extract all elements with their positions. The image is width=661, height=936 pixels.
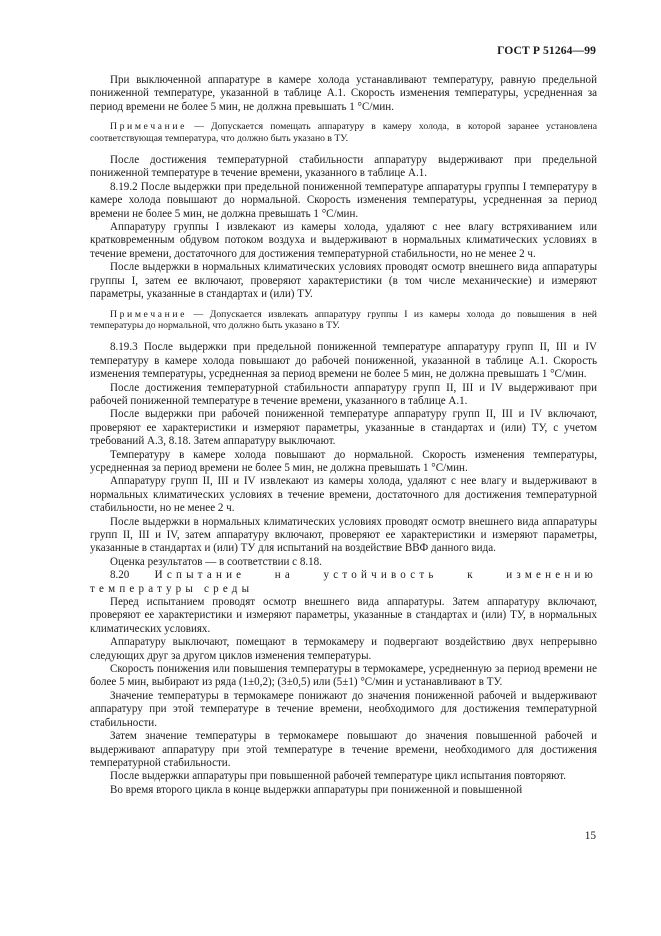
page-number: 15 [584, 830, 596, 842]
note-text: — Допускается извлекать аппаратуру группы I из камеры холода до повышения в ней температуры до нормальной, что должно быть указано в ТУ. [90, 308, 597, 332]
note [90, 121, 597, 145]
paragraph: 8.19.2 После выдержки при предельной пониженной температуре аппаратуры группы I температуру в камере холода повышают до нормальной. Скорость изменения температуры, усредненная за период времени не более 5 мин, не должна превышать 1 °С/мин. [90, 180, 597, 220]
note-label: Примечание [110, 121, 188, 133]
section-number: 8.20 [110, 569, 155, 582]
note [90, 309, 597, 333]
paragraph: Перед испытанием проводят осмотр внешнего вида аппаратуры. Затем аппаратуру включают, проверяют ее характеристики и измеряют параметры, указанные в стандартах и (или) ТУ, в нормальных климатических условиях. [90, 596, 597, 635]
paragraph: Аппаратуру выключают, помещают в термокамеру и подвергают воздействию двух непрерывно следующих друг за другом циклов изменения температуры. [90, 636, 597, 662]
paragraph: Во время второго цикла в конце выдержки аппаратуры при пониженной и повышенной [110, 783, 523, 796]
paragraph: Температуру в камере холода повышают до нормальной. Скорость изменения температуры, усредненная за период времени не более 5 мин, не должна превышать 1 °С/мин. [90, 448, 597, 474]
paragraph: Затем значение температуры в термокамере повышают до значения повышенной рабочей и выдерживают аппаратуру при этой температуре в течение времени, необходимого для достижения температурной стабильности. [90, 730, 597, 769]
document-body [90, 74, 597, 797]
paragraph: После выдержки в нормальных климатических условиях проводят осмотр внешнего вида аппаратуры групп II, III и IV, затем аппаратуру включают, проверяют ее характеристики и измеряют параметры, указанные в стандартах и (или) ТУ для испытаний на воздействие ВВФ данного вида. [90, 515, 597, 555]
paragraph: Значение температуры в термокамере понижают до значения пониженной рабочей и выдерживают аппаратуру при этой температуре в течение времени, необходимого для достижения температурной стабильности. [90, 689, 597, 729]
paragraph: Аппаратуру группы I извлекают из камеры холода, удаляют с нее влагу встряхиванием или кратковременным обдувом потоком воздуха и выдерживают в нормальных климатических условиях в течение времени, достаточного для достижения температурной стабильности, но не менее 2 ч. [90, 221, 597, 260]
paragraph: 8.19.3 После выдержки при предельной пониженной температуре аппаратуру групп II, III и IV температуру в камере холода повышают до рабочей пониженной, указанной в таблице А.1. Скорость изменения температуры, усредненная за период времени не более 5 мин, не должна превышать 1 °С/мин. [90, 341, 597, 381]
paragraph: При выключенной аппаратуре в камере холода устанавливают температуру, равную предельной пониженной температуре, указанной в таблице А.1. Скорость изменения температуры, усредненная за период времени не более 5 мин, не должна превышать 1 °С/мин. [90, 74, 597, 113]
standard-header: ГОСТ Р 51264—99 [497, 44, 596, 57]
paragraph: Аппаратуру групп II, III и IV извлекают из камеры холода, удаляют с нее влагу и выдерживают в нормальных климатических условиях в течение времени, достаточного для достижения температурной стабильности, но не менее 2 ч. [90, 475, 597, 515]
section-heading [90, 569, 597, 596]
paragraph: После выдержки аппаратуры при повышенной рабочей температуре цикл испытания повторяют. [110, 770, 567, 783]
note-label: Примечание [110, 308, 188, 320]
paragraph: После выдержки в нормальных климатических условиях проводят осмотр внешнего вида аппаратуры группы I, затем ее включают, проверяют характеристики (в том числе механические) и измеряют параметры, указанные в стандартах и (или) ТУ. [90, 261, 597, 301]
paragraph: После выдержки при рабочей пониженной температуре аппаратуру групп II, III и IV включают, проверяют ее характеристики и измеряют параметры, указанные в стандартах и (или) ТУ, с учетом требований А.3, 8.18. Затем аппаратуру выключают. [90, 408, 597, 448]
note-text: — Допускается помещать аппаратуру в камеру холода, в которой заранее установлена соответствующая температура, что должно быть указано в ТУ. [90, 121, 597, 145]
paragraph: После достижения температурной стабильности аппаратуру выдерживают при предельной пониженной температуре в течение времени, указанного в таблице А.1. [90, 154, 597, 180]
paragraph: Скорость понижения или повышения температуры в термокамере, усредненную за период времени не более 5 мин, выбирают из ряда (1±0,2); (3±0,5) или (5±1) °С/мин и устанавливают в ТУ. [90, 663, 597, 689]
paragraph: Оценка результатов — в соответствии с 8.18. [110, 555, 322, 568]
section-title: Испытание на устойчивость к изменению температуры среды [90, 569, 598, 595]
paragraph: После достижения температурной стабильности аппаратуру групп II, III и IV выдерживают при рабочей пониженной температуре в течение времени, указанного в таблице А.1. [90, 381, 597, 407]
